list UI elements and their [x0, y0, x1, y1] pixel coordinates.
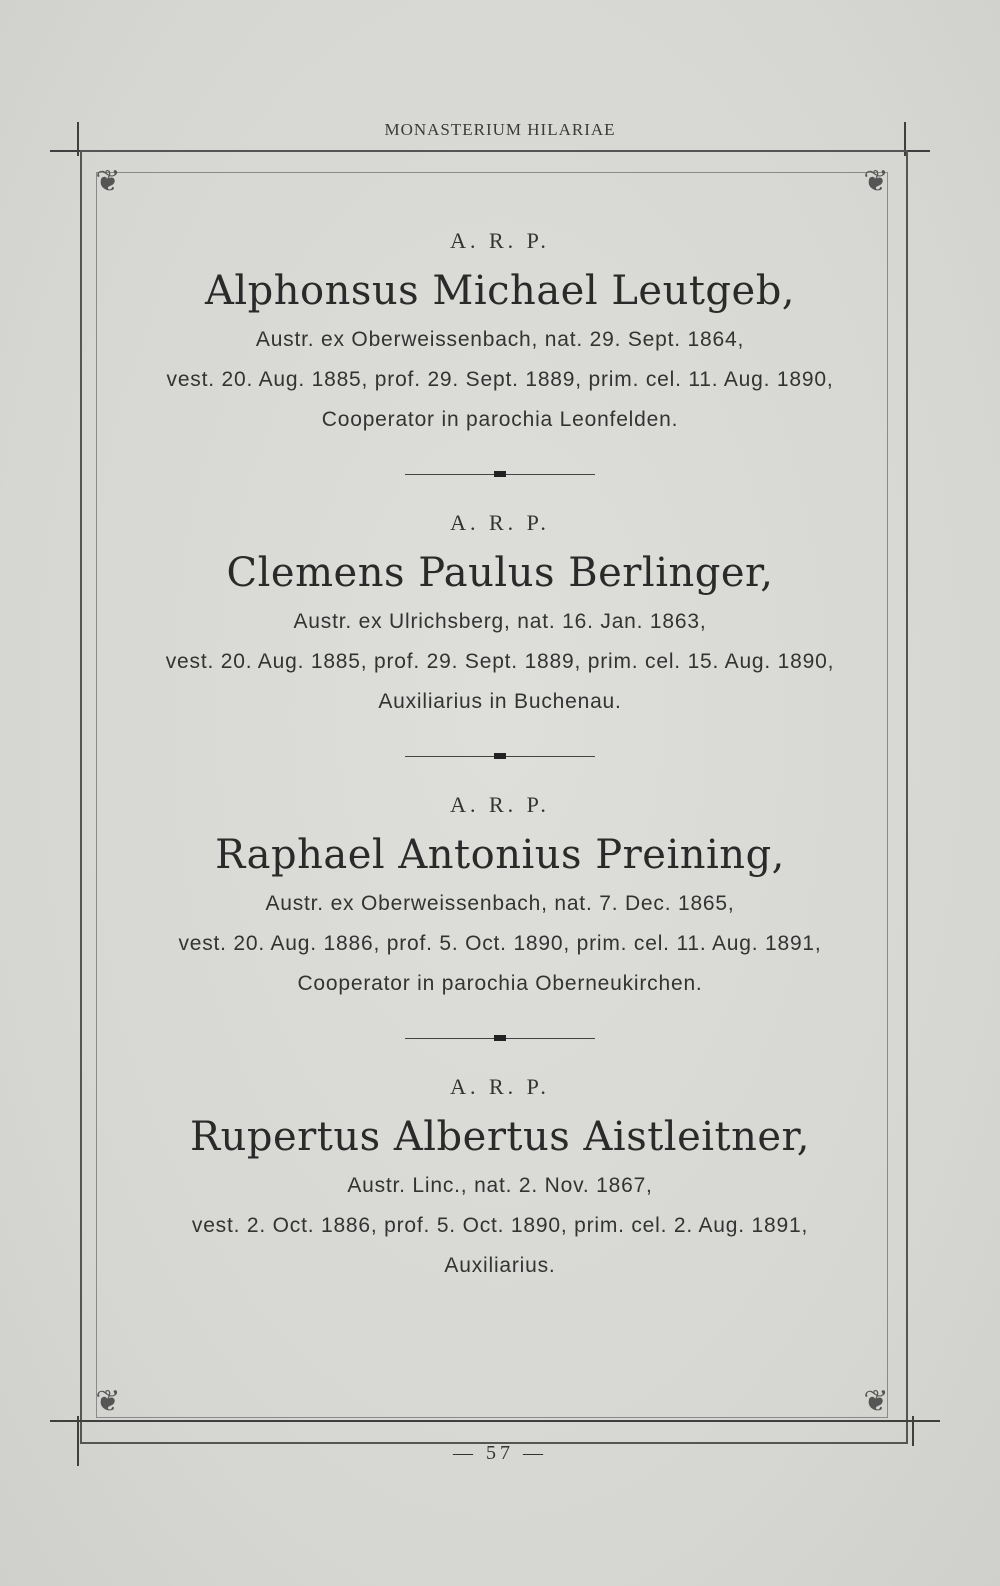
- entry-office: Cooperator in parochia Oberneukirchen.: [297, 972, 703, 995]
- entry-dates: vest. 20. Aug. 1885, prof. 29. Sept. 1889, prim. cel. 11. Aug. 1890,: [166, 368, 834, 391]
- section-divider-icon: [405, 468, 595, 482]
- entry-origin: Austr. ex Oberweissenbach, nat. 7. Dec. 1865,: [265, 892, 735, 915]
- entry: [100, 792, 900, 1004]
- entry-title: A. R. P.: [450, 792, 550, 817]
- corner-ornament-top-right-icon: ❦: [863, 164, 889, 199]
- corner-ornament-top-left-icon: ❦: [95, 164, 121, 199]
- entry-origin: Austr. Linc., nat. 2. Nov. 1867,: [347, 1174, 653, 1197]
- entry-dates: vest. 2. Oct. 1886, prof. 5. Oct. 1890, prim. cel. 2. Aug. 1891,: [191, 1214, 809, 1237]
- entry: [100, 1074, 900, 1286]
- entry-name: Rupertus Albertus Aistleitner,: [190, 1114, 810, 1160]
- entry-name: Clemens Paulus Berlinger,: [226, 550, 774, 596]
- entry-office: Auxiliarius.: [444, 1254, 556, 1277]
- running-head: MONASTERIUM HILARIAE: [384, 120, 616, 139]
- entry-office: Cooperator in parochia Leonfelden.: [321, 408, 679, 431]
- entry-title: A. R. P.: [450, 228, 550, 253]
- page-number: — 57 —: [453, 1442, 547, 1464]
- entry-origin: Austr. ex Ulrichsberg, nat. 16. Jan. 1863,: [293, 610, 707, 633]
- entry: [100, 228, 900, 440]
- entry-name: Alphonsus Michael Leutgeb,: [204, 268, 796, 314]
- entry-office: Auxiliarius in Buchenau.: [378, 690, 622, 713]
- footer-rule: [50, 1420, 940, 1422]
- entries-list: [100, 200, 900, 1286]
- header-left-tick: [77, 122, 79, 156]
- section-divider-icon: [405, 1032, 595, 1046]
- corner-ornament-bottom-left-icon: ❦: [95, 1384, 121, 1419]
- entry: [100, 510, 900, 722]
- entry-title: A. R. P.: [450, 510, 550, 535]
- entry-dates: vest. 20. Aug. 1886, prof. 5. Oct. 1890, prim. cel. 11. Aug. 1891,: [178, 932, 822, 955]
- entry-name: Raphael Antonius Preining,: [215, 832, 785, 878]
- entry-origin: Austr. ex Oberweissenbach, nat. 29. Sept. 1864,: [255, 328, 745, 351]
- entry-title: A. R. P.: [450, 1074, 550, 1099]
- corner-ornament-bottom-right-icon: ❦: [863, 1384, 889, 1419]
- entry-dates: vest. 20. Aug. 1885, prof. 29. Sept. 1889, prim. cel. 15. Aug. 1890,: [165, 650, 835, 673]
- section-divider-icon: [405, 750, 595, 764]
